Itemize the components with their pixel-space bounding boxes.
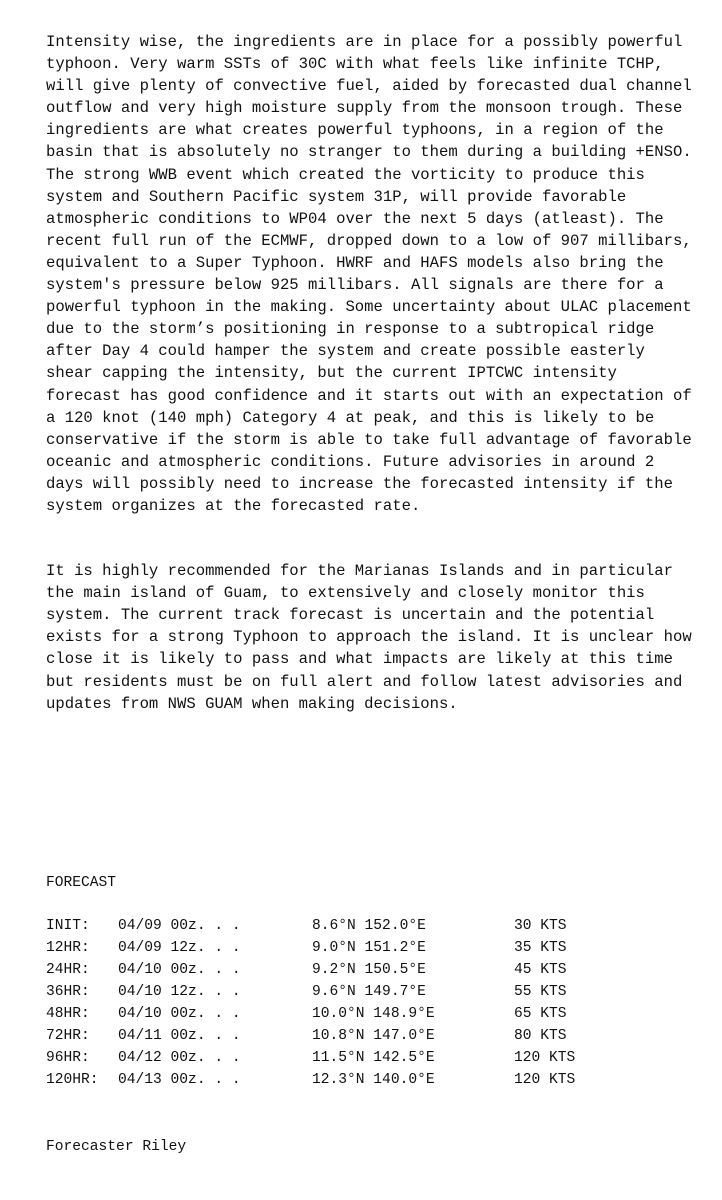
- forecast-row: [46, 937, 604, 959]
- forecaster-signoff: Forecaster Riley: [46, 1139, 187, 1155]
- forecast-position: 8.6°N 152.0°E: [312, 918, 426, 934]
- forecast-position: 9.2°N 150.5°E: [312, 962, 426, 978]
- forecast-row: [46, 1047, 604, 1069]
- forecast-date: 04/13 00z. . .: [118, 1072, 241, 1088]
- forecast-position: 9.6°N 149.7°E: [312, 984, 426, 1000]
- forecast-date: 04/12 00z. . .: [118, 1050, 241, 1066]
- forecast-date: 04/09 00z. . .: [118, 918, 241, 934]
- discussion-paragraph-intensity: Intensity wise, the ingredients are in place for a possibly powerful typhoon. Very warm SSTs of 30C with what feels like infinite TCHP, will give plenty of convective fuel, aided by forecasted dual channel outflow and very high moisture supply from the monsoon trough. These ingredients are what creates powerful typhoons, in a region of the basin that is absolutely no stranger to them during a building +ENSO. The strong WWB event which created the vorticity to produce this system and Southern Pacific system 31P, will provide favorable atmospheric conditions to WP04 over the next 5 days (atleast). The recent full run of the ECMWF, dropped down to a low of 907 millibars, equivalent to a Super Typhoon. HWRF and HAFS models also bring the system's pressure below 925 millibars. All signals are there for a powerful typhoon in the making. Some uncertainty about ULAC placement due to the storm’s positioning in response to a subtropical ridge after Day 4 could hamper the system and create possible easterly shear capping the intensity, but the current IPTCWC intensity forecast has good confidence and it starts out with an expectation of a 120 knot (140 mph) Category 4 at peak, and this is likely to be conservative if the storm is able to take full advantage of favorable oceanic and atmospheric conditions. Future advisories in around 2 days will possibly need to increase the forecasted intensity if the system organizes at the forecasted rate.: [46, 33, 692, 515]
- forecast-row: [46, 959, 604, 981]
- forecast-position: 10.8°N 147.0°E: [312, 1028, 435, 1044]
- forecast-row: [46, 1069, 604, 1091]
- forecast-row: [46, 1003, 604, 1025]
- forecast-row: [46, 915, 604, 937]
- discussion-body: [46, 31, 696, 715]
- forecast-wind: 45 KTS: [514, 962, 567, 978]
- forecast-table: [46, 915, 604, 1091]
- forecast-date: 04/11 00z. . .: [118, 1028, 241, 1044]
- discussion-paragraph-guam-warning: It is highly recommended for the Marianas Islands and in particular the main island of Guam, to extensively and closely monitor this system. The current track forecast is uncertain and the potential exists for a strong Typhoon to approach the island. It is unclear how close it is likely to pass and what impacts are likely at this time but residents must be on full alert and follow latest advisories and updates from NWS GUAM when making decisions.: [46, 562, 692, 713]
- forecast-wind: 55 KTS: [514, 984, 567, 1000]
- forecast-position: 12.3°N 140.0°E: [312, 1072, 435, 1088]
- forecast-row: [46, 981, 604, 1003]
- forecast-hour-label: 24HR:: [46, 962, 90, 978]
- forecast-wind: 120 KTS: [514, 1072, 576, 1088]
- forecast-hour-label: 120HR:: [46, 1072, 99, 1088]
- forecast-position: 11.5°N 142.5°E: [312, 1050, 435, 1066]
- forecast-hour-label: 36HR:: [46, 984, 90, 1000]
- forecast-position: 9.0°N 151.2°E: [312, 940, 426, 956]
- forecast-date: 04/10 00z. . .: [118, 962, 241, 978]
- forecast-hour-label: 12HR:: [46, 940, 90, 956]
- forecast-date: 04/10 00z. . .: [118, 1006, 241, 1022]
- forecast-position: 10.0°N 148.9°E: [312, 1006, 435, 1022]
- forecast-hour-label: 48HR:: [46, 1006, 90, 1022]
- forecast-date: 04/10 12z. . .: [118, 984, 241, 1000]
- forecast-wind: 80 KTS: [514, 1028, 567, 1044]
- forecast-wind: 35 KTS: [514, 940, 567, 956]
- forecast-hour-label: 72HR:: [46, 1028, 90, 1044]
- forecast-wind: 65 KTS: [514, 1006, 567, 1022]
- forecast-date: 04/09 12z. . .: [118, 940, 241, 956]
- forecast-hour-label: 96HR:: [46, 1050, 90, 1066]
- forecast-wind: 120 KTS: [514, 1050, 576, 1066]
- forecast-header: FORECAST: [46, 875, 117, 891]
- forecast-hour-label: INIT:: [46, 918, 90, 934]
- forecast-wind: 30 KTS: [514, 918, 567, 934]
- forecast-row: [46, 1025, 604, 1047]
